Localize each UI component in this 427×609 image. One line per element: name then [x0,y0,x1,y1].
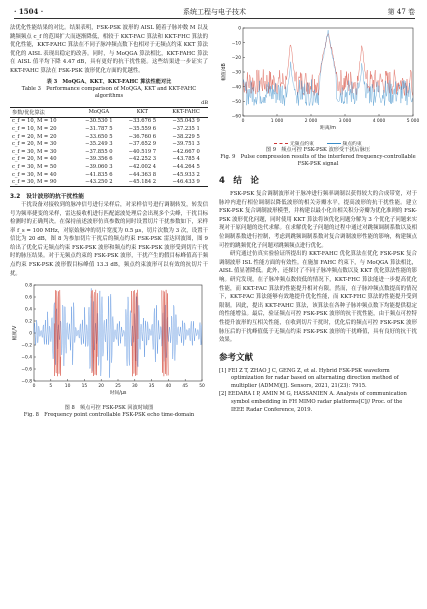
table-row [10,178,208,186]
figure8-caption-en: Fig. 8 Frequency point controllable FSK-PSK echo time-domain [23,412,195,419]
table-cell: −33.676 5 [128,118,157,125]
figure9-caption-en: Fig. 9 Pulse compression results of the interfered frequency-controllable FSK-PSK signal [220,154,416,167]
table-row [10,133,208,141]
table-cell: c_f = 30, M = 90 [10,178,77,186]
figure8-xtick-label: 25 [115,384,121,390]
left-column [10,24,208,605]
table-cell: −33.650 5 [85,133,113,140]
figure8-ytick-label: −0.8 [21,379,32,385]
subsection-heading: 3.2 设计波形的抗干扰性能 [10,193,85,200]
figure9-ytick-label: −40 [231,85,241,91]
figure9-ytick-label: −20 [231,55,241,61]
figure8-plot [10,281,208,401]
table-row [10,171,208,179]
table-row [10,140,208,148]
figure9-xtick-label: 1 000 [270,119,284,124]
table-row [10,148,208,156]
running-header [14,6,415,19]
figure8-ytick-label: 0.6 [25,295,32,301]
figure9-ylabel: 幅值/dB [222,63,227,81]
reference-item: [2] EEDARA I P, AMIN M G, HASSANIEN A. Analysis of communication symbol embedding in FH MIMO radar platforms[C]// Proc. of the IEEE Radar Conference, 2019. [219,391,407,413]
figure8-ytick-label: 0.4 [25,307,32,313]
section4-heading: 4 结 论 [219,176,259,186]
legend-line-a [274,143,288,144]
figure8-xtick-label: 10 [64,384,71,390]
table3-caption-en: Table 3 Performance comparison of MoQGA, KKT and KKT-FAHC algorithms [21,85,197,99]
legend-label-b: 频点约束 [342,142,362,147]
table-cell: −43.250 2 [77,178,121,186]
table3-caption [10,79,208,100]
figure9-xtick-label: 3 000 [338,119,352,124]
conclusion-paragraph-1: FSK-PSK 复合调制波形对于脉冲进行频率调制以获得较大的合成带宽，对于脉冲内进行相位调制以降低波形的相关旁瓣水平，提高波形的抗干扰性能。建立 FSK-PSK 复合调制波形模型，并构建以最小化自相关积分旁瓣为优化准则的 FSK-PSK 波形优化问题，同时使用 KKT 算法将该优化问题分解为 3 个优化子问题来实现对于原问题的迭代求解。在求解优化子问题的过程中通过对跳频调制系数以及相位调制系数进行控制，考虑到跳频调制系数对复合调制波形性能的影响，构建频点可控的跳频优化子问题对跳频频点进行优化。 [219,191,417,249]
figure8-ytick-label: 0 [29,331,32,337]
figure8-xtick-label: 5 [49,384,53,390]
table-cell: −41.835 6 [85,171,113,178]
table-cell: −45.933 2 [172,171,200,178]
figure9-xlabel: 距离/m [320,126,336,131]
figure9-ytick-label: −60 [231,114,241,120]
figure8-ytick-label: −0.6 [21,367,32,373]
table-cell: −39.060 3 [85,163,113,170]
figure8-xtick-label: 0 [32,384,36,390]
table-cell: c_f = 10, M = 20 [12,125,57,132]
table-cell: c_f = 20, M = 20 [12,133,57,140]
table-cell: −38.229 5 [172,133,200,140]
table-cell: −37.235 1 [172,125,200,132]
table-cell: c_f = 30, M = 40 [12,171,57,178]
table3-header-cell: KKT-FAHC [164,107,208,117]
table-row [10,125,208,133]
table-cell: c_f = 30, M = 30 [12,148,57,155]
table-cell: −31.787 5 [85,125,113,132]
figure8-caption-cn: 图 8 频点可控 FSK-PSK 回波时域图 [64,405,154,412]
table3-header-cell: KKT [121,107,165,117]
table-cell: −39.356 6 [85,156,113,163]
antijam-paragraph: 干扰设备对接收到的脉冲信号进行采样后，对采样信号进行调制转发，转发信号为频率捷变的采样，雷达接收机进行匹配滤波处理后会出现多个尖峰，干扰目标检测时的正确判决。在保持前述波形仿真参数的同时设置切片干扰参数如下，采样率 f_s = 100 MHz，对原始脉冲的切片宽度为 0.5 μs，切片次数为 3 次，设置干信比为 20 dB，图 8 为参加切片干扰后的频点约束 FSK-PSK 雷达回波图，图 9 给出了优化后无频点约束 FSK-PSK 波形和频点约束 FSK-PSK 波形受到切片干扰时的脉压结果。对于无频点约束的 FSK-PSK 波形，干扰产生的假目标峰值高于频点约束 FSK-PSK 波形假目标峰值 13.3 dB，频点约束波形可以有效的抗切片干扰。 [10,201,208,277]
table-cell: −37.855 0 [85,148,113,155]
page-number: · 1504 · [14,7,44,16]
figure9-ytick-label: −10 [231,41,241,47]
figure8-ytick-label: −0.4 [21,355,32,361]
table3-unit: dB [201,99,208,106]
figure8-xtick-label: 35 [148,384,155,390]
figure9-caption-cn: 图 9 频点可控 FSK-PSK 波形受干扰后脉压 [265,147,371,153]
table-cell: −45.184 2 [121,178,165,186]
table-row [10,163,208,171]
figure9-xtick-label: 4 000 [372,119,386,124]
legend-label-a: 无频点约束 [289,142,314,147]
figure9-ytick-label: 0 [238,26,241,32]
reference-item: [1] FEI Z T, ZHAO J C, GENG Z, et al. Hybrid FSK-PSK waveform optimization for radar based on alternating direction method of multiplier (ADMM)[J]. Sensors, 2021, 21(23): 7915. [219,367,399,390]
table3-header-cell: 参数/优化算法 [10,107,77,117]
table3 [10,107,208,187]
figure9-ytick-label: −50 [231,99,241,105]
legend-line-b [327,143,341,144]
table-cell: −44.264 5 [172,163,200,170]
table-cell: c_f = 20, M = 40 [12,156,57,163]
figure8-ytick-label: 0.8 [25,283,32,289]
volume-label: 第 47 卷 [387,8,415,16]
table-cell: −35.559 6 [128,125,157,132]
table-cell: c_f = 20, M = 30 [12,141,57,148]
figure9 [219,24,420,168]
table-cell: −42.002 4 [128,163,157,170]
figure8 [10,281,208,419]
figure8-xtick-label: 20 [98,384,104,390]
table-cell: −42.252 3 [128,156,157,163]
figure9-legend [219,140,417,147]
table-cell: −46.433 9 [164,178,208,186]
figure8-xtick-label: 40 [165,384,172,390]
references-heading: 参考文献 [219,352,254,363]
table-cell: −35.249 3 [85,141,113,148]
table-cell: c_f = 10, M = 10 [12,118,57,125]
figure9-axes-frame [243,28,413,116]
table-cell: −44.363 8 [128,171,157,178]
figure9-ytick-label: −30 [231,70,241,76]
table-cell: −42.667 0 [172,148,200,155]
table-cell: −39.751 3 [172,141,200,148]
figure8-xtick-label: 30 [132,384,138,390]
figure8-xtick-label: 45 [182,384,188,390]
figure8-ytick-label: −0.2 [21,343,32,349]
figure8-ytick-label: 0.2 [25,319,32,325]
table-cell: c_f = 30, M = 50 [12,163,57,170]
journal-title: 系统工程与电子技术 [183,8,246,16]
references-list [219,368,417,415]
figure9-plot [219,24,420,136]
figure8-ylabel: 幅度/V [13,326,18,341]
table-cell: −40.519 7 [128,148,157,155]
table-cell: −36.760 6 [128,133,157,140]
figure8-xtick-label: 50 [199,384,205,390]
table3-header-cell: MoQGA [77,107,121,117]
right-column [219,24,420,605]
table-cell: −35.043 9 [172,118,200,125]
figure8-xlabel: 时间/μs [109,391,127,397]
table3-caption-cn: 表 3 MoQGA、KKT、KKT-FAHC 算法性能对比 [46,78,172,85]
table-cell: −37.652 9 [128,141,157,148]
table-cell: −43.785 4 [172,156,200,163]
table-row [10,117,208,125]
figure9-xtick-label: 5 000 [406,119,420,124]
intro-paragraph: 法优化性能结果的对比。结果表明，FSK-PSK 波形的 AISL 随着子脉冲数 M 以及跳频频点 c_f 的范围扩大而逐渐降低，相较于 KKT-FAC 算法和 KKT-FHC 算法的优化性能，KKT-FAHC 算法在不同子脉冲频点数下也相对于无频点约束 KKT 算法优化的 AISL 表现出稳定的改善。同时，与 MoQGA 算法相比，KKT-FAHC 算法在 AISL 值平均下降 4.47 dB，具有更好的抗干扰性能。这些结果进一步证实了 KKT-FAHC 算法在 FSK-PSK 波形优化方面的优越性。 [10,25,208,74]
table-cell: −30.530 1 [85,118,113,125]
figure9-xtick-label: 2 000 [304,119,318,124]
figure9-xtick-label: 0 [241,119,245,124]
table-row [10,156,208,164]
figure8-xtick-label: 15 [81,384,88,390]
conclusion-paragraph-2: 研究通过仿真实验验证所提出的 KKT-FAHC 优化算法在优化 FSK-PSK 复合调制波形 ISL 性能方面的有效性。在施加 FAHC 约束下，与 MoQGA 算法相比，AISL 值显著降低。此外，还探讨了不同子脉冲频点数以及 KKT 优化算法性能的影响。研究发现，在子脉冲频点数较低的情况下，KKT-FHC 算法能进一步提高优化性能，而 KKT-FAC 算法的性能提升相对有限。然而，在子脉冲频点数提高的情况下，KKT-FAC 算法能够有效地提升优化性能，而 KKT-FHC 算法的性能提升受到限制。因此，提出 KKT-FAHC 算法，该算法在各种子脉冲频点数下均能提供稳定的性能增益。最后，验证频点可控 FSK-PSK 波形的抗干扰性能，由于频点可控特性提升波形的互相关性能，在收到切片干扰时，优化后的频点可控 FSK-PSK 波形脉压后的干扰峰值低于无频点约束 FSK-PSK 波形的干扰峰值，具有良好的抗干扰效果。 [219,251,417,344]
